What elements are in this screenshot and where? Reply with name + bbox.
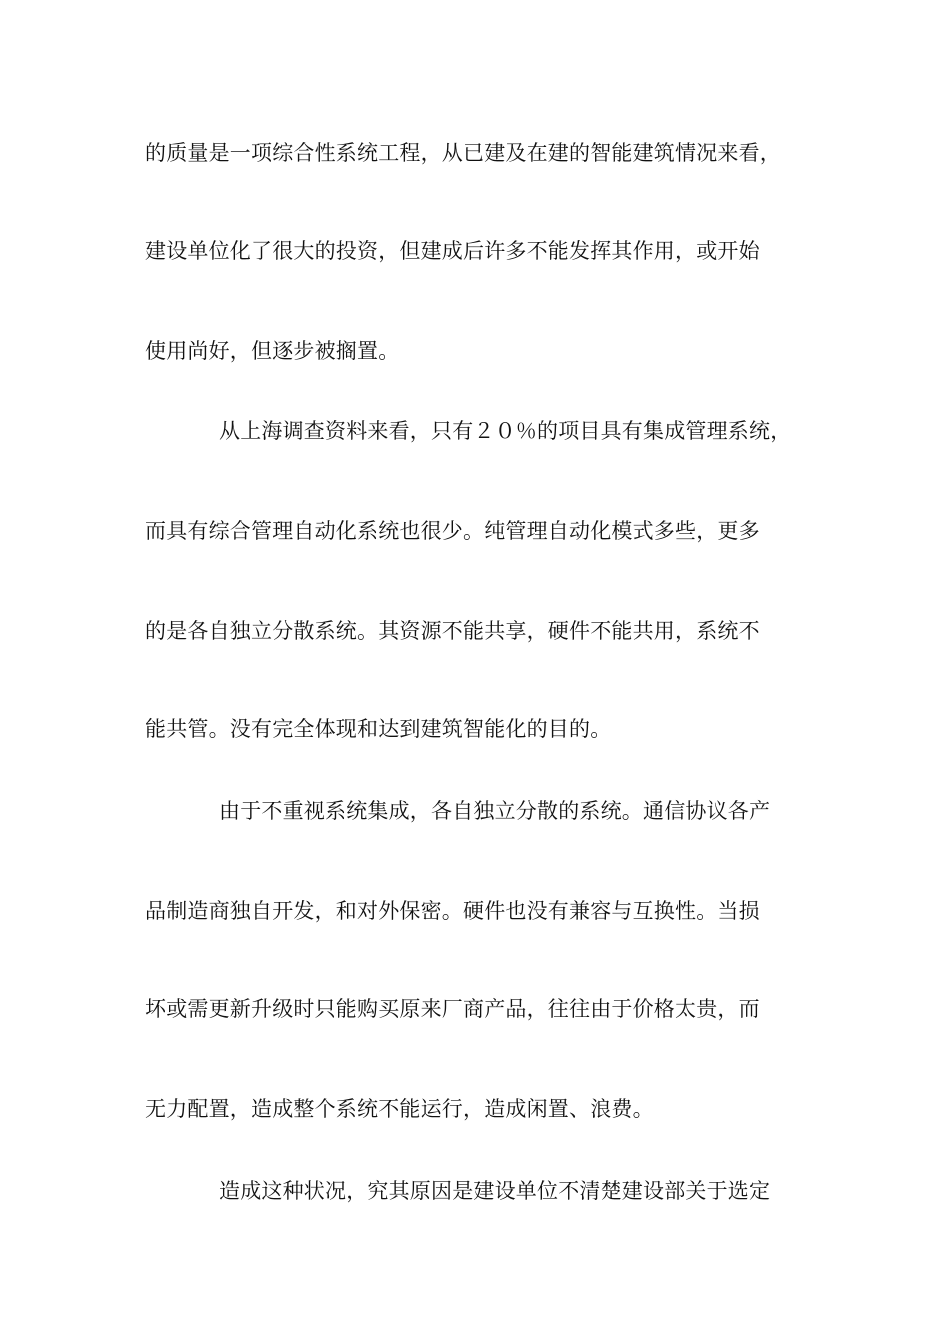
text-line: 品制造商独自开发，和对外保密。硬件也没有兼容与互换性。当损 (145, 899, 760, 923)
text-line: 建设单位化了很大的投资，但建成后许多不能发挥其作用，或开始 (145, 239, 760, 263)
paragraph-start-line: 造成这种状况，究其原因是建设单位不清楚建设部关于选定 (219, 1179, 771, 1203)
text-line: 坏或需更新升级时只能购买原来厂商产品，往往由于价格太贵，而 (145, 997, 760, 1021)
paragraph-start-line: 从上海调查资料来看，只有２０％的项目具有集成管理系统， (219, 419, 792, 443)
paragraph-start-line: 由于不重视系统集成，各自独立分散的系统。通信协议各产 (219, 799, 771, 823)
text-line: 而具有综合管理自动化系统也很少。纯管理自动化模式多些，更多 (145, 519, 760, 543)
text-line: 的是各自独立分散系统。其资源不能共享，硬件不能共用，系统不 (145, 619, 760, 643)
text-line: 使用尚好，但逐步被搁置。 (145, 339, 400, 363)
text-line: 无力配置，造成整个系统不能运行，造成闲置、浪费。 (145, 1097, 654, 1121)
text-line: 能共管。没有完全体现和达到建筑智能化的目的。 (145, 717, 612, 741)
text-line: 的质量是一项综合性系统工程，从已建及在建的智能建筑情况来看， (145, 141, 781, 165)
